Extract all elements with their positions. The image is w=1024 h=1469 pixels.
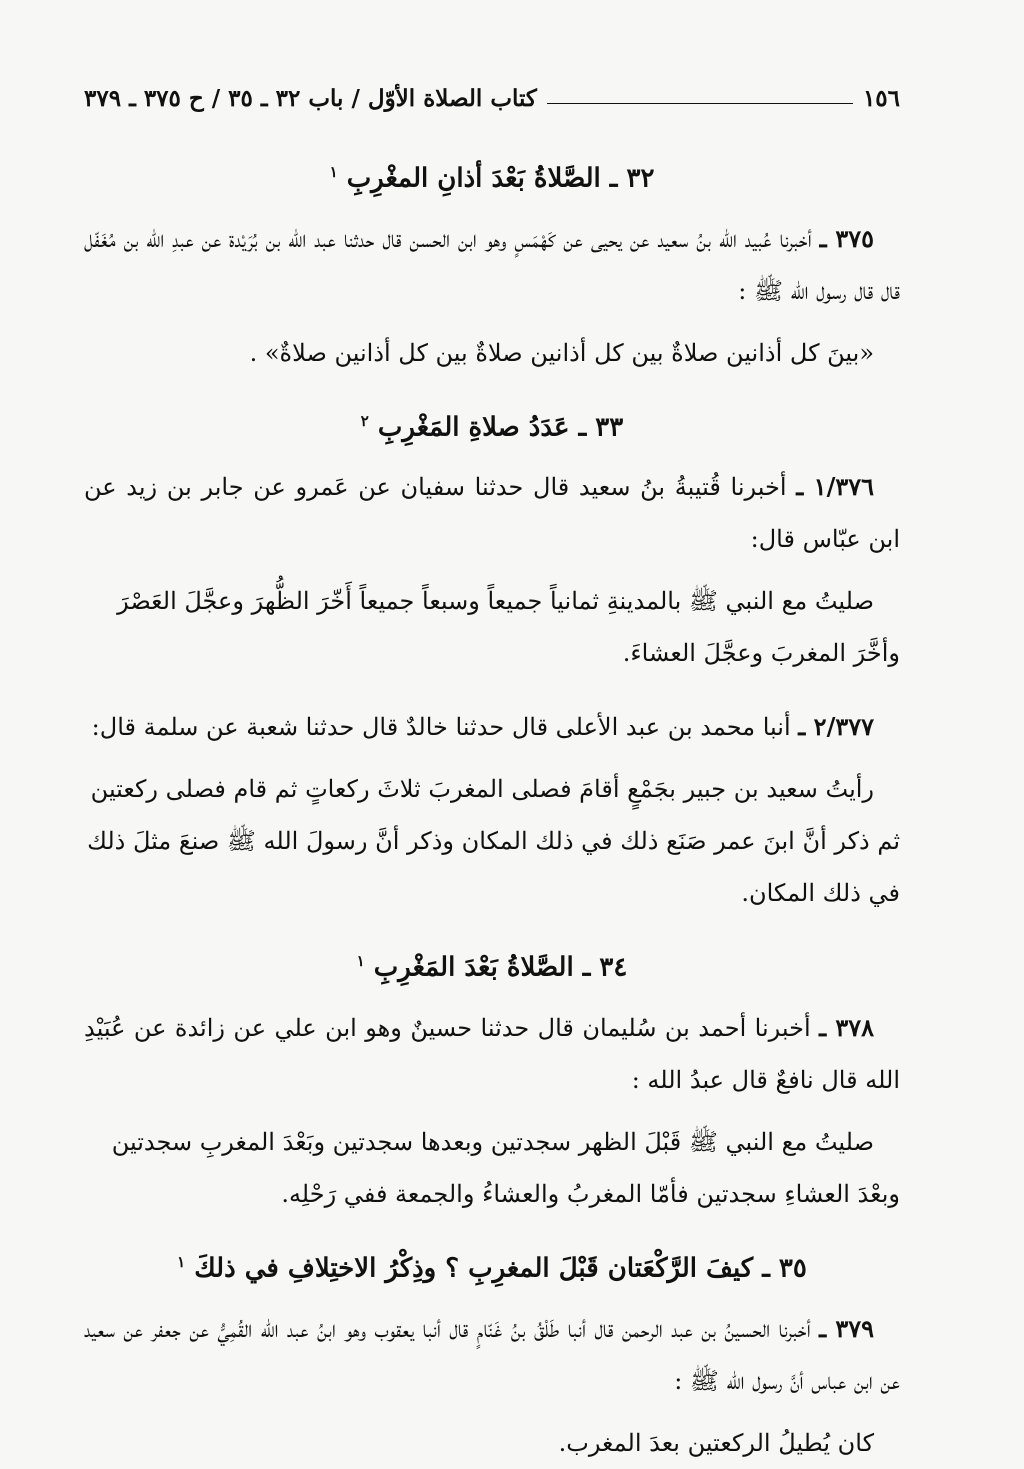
hadith-number: ٣٧٨ ـ xyxy=(819,1012,874,1042)
hadith-379-text: كان يُطيلُ الركعتين بعدَ المغرب. xyxy=(558,1428,874,1457)
footnote-marker: ١ xyxy=(177,1252,186,1271)
hadith-378 xyxy=(84,1002,900,1106)
hadith-375-text: «بينَ كل أذانين صلاةٌ بين كل أذانين صلاةٌ بين كل أذانين صلاةٌ» . xyxy=(249,338,874,367)
header-rule xyxy=(547,103,853,104)
hadith-chain: أخبرنا عُبيد الله بنُ سعيد عن يحيى عن كَهْمَسٍ وهو ابن الحسن قال حدثنا عبد الله بن بُرَيْدة عن عبدِ الله بن مُغَفّل قال قال رسول الله ﷺ : xyxy=(84,224,900,305)
section-title-32: ٣٢ ـ الصَّلاةُ بَعْدَ أذانِ المغْرِبِ $^١$ xyxy=(329,163,655,194)
section-title-35: ٣٥ ـ كيفَ الرَّكْعَتان قَبْلَ المغرِبِ ؟ وذِكْرُ الاختِلافِ في ذلكَ $^١$ xyxy=(177,1252,807,1284)
hadith-number: ٢/٣٧٧ ـ xyxy=(798,712,874,742)
hadith-chain: أنبا محمد بن عبد الأعلى قال حدثنا خالدٌ قال حدثنا شعبة عن سلمة قال: xyxy=(91,713,791,742)
header-title: كتاب الصلاة الأوّل / باب ٣٢ ـ ٣٥ / ح ٣٧٥ ـ ٣٧٩ xyxy=(84,85,537,112)
hadith-chain: أخبرنا الحسينُ بن عبد الرحمن قال أنبا طَلْقُ بنُ غَنّامٍ قال أنبا يعقوب وهو ابنُ عبد الله القُمِيُّ عن جعفر عن سعيد عن ابن عباس أنَّ رسول الله ﷺ : xyxy=(84,1314,900,1395)
hadith-number: ١/٣٧٦ ـ xyxy=(796,472,874,502)
hadith-376 xyxy=(84,461,900,565)
hadith-chain: أخبرنا أحمد بن سُليمان قال حدثنا حسينٌ وهو ابن علي عن زائدة عن عُبَيْدِ الله قال نافعٌ قال عبدُ الله : xyxy=(84,1013,900,1094)
footnote-marker: ٢ xyxy=(360,411,369,430)
page-number: ١٥٦ xyxy=(862,85,900,112)
section-title-34: ٣٤ ـ الصَّلاةُ بَعْدَ المَغْرِبِ $^١$ xyxy=(356,952,628,983)
hadith-number: ٣٧٩ ـ xyxy=(819,1313,874,1343)
hadith-number: ٣٧٥ ـ xyxy=(819,223,874,253)
hadith-379 xyxy=(84,1303,900,1407)
hadith-375 xyxy=(84,213,900,317)
hadith-376-text: صليتُ مع النبي ﷺ بالمدينةِ ثمانياً جميعاً وسبعاً جميعاً أَخّرَ الظُّهرَ وعجَّلَ العَصْرَ وأخَّرَ المغربَ وعجَّلَ العشاءَ. xyxy=(117,587,900,668)
hadith-377 xyxy=(84,701,900,753)
running-header xyxy=(84,78,900,112)
hadith-chain: أخبرنا قُتيبةُ بنُ سعيد قال حدثنا سفيان عن عَمرو عن جابر بن زيد عن ابن عبّاس قال: xyxy=(84,473,900,554)
hadith-377-text: رأيتُ سعيد بن جبير بجَمْعٍ أقامَ فصلى المغربَ ثلاثَ ركعاتٍ ثم قام فصلى ركعتين ثم ذكر أنَّ ابنَ عمر صَنَع ذلك في ذلك المكان وذكر أنَّ رسولَ الله ﷺ صنعَ مثلَ ذلك في ذلك المكان. xyxy=(87,775,900,908)
section-title-33: ٣٣ ـ عَدَدُ صلاةِ المَغْرِبِ $^٢$ xyxy=(360,411,624,443)
hadith-378-text: صليتُ مع النبي ﷺ قَبْلَ الظهر سجدتين وبعدها سجدتين وبَعْدَ المغربِ سجدتين وبعْدَ العشاءِ سجدتين فأمّا المغربُ والعشاءُ والجمعة ففي رَحْلِه. xyxy=(111,1127,900,1208)
footnote-marker: ١ xyxy=(329,163,338,181)
footnote-marker: ١ xyxy=(356,952,365,971)
